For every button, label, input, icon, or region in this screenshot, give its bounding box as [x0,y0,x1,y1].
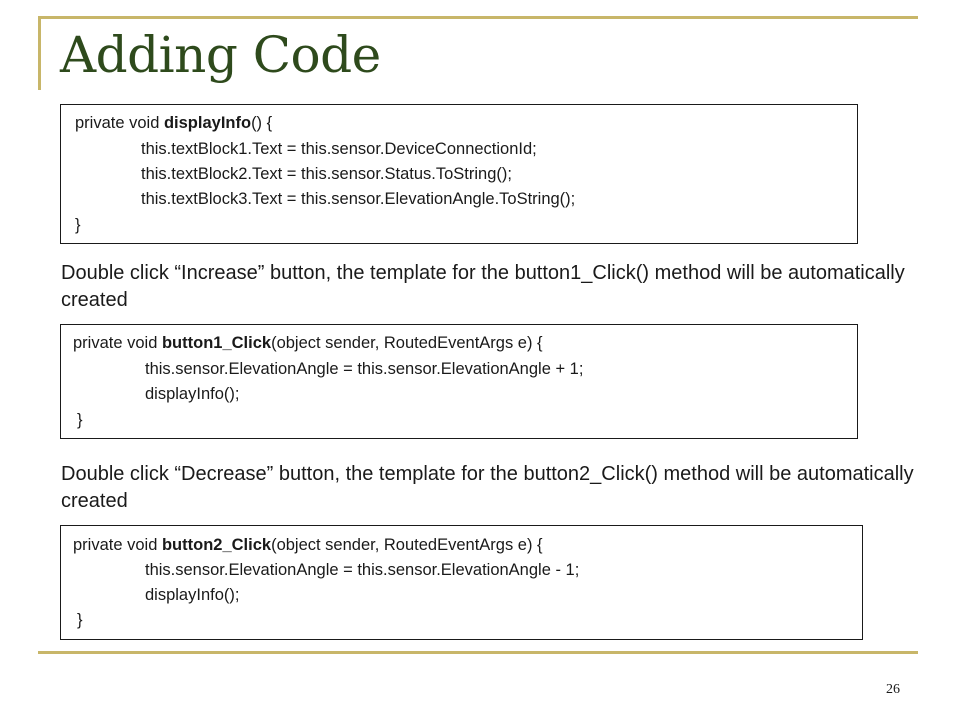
code-line: this.sensor.ElevationAngle = this.sensor.ElevationAngle + 1; [145,360,584,378]
code-line: this.textBlock2.Text = this.sensor.Status.ToString(); [141,165,512,183]
slide-title: Adding Code [60,26,381,84]
bottom-divider-line [38,651,918,654]
code-block-button2-click [60,525,863,640]
top-divider-line [38,16,918,19]
code-line: } [75,216,81,234]
code-line: private void button1_Click(object sender, RoutedEventArgs e) { [73,334,543,352]
code-line: this.textBlock3.Text = this.sensor.ElevationAngle.ToString(); [141,190,576,208]
code-line: this.sensor.ElevationAngle = this.sensor.ElevationAngle - 1; [145,561,580,579]
left-accent-bar [38,16,41,90]
code-line: displayInfo(); [145,586,240,604]
paragraph-increase: Double click “Increase” button, the template for the button1_Click() method will be automatically created [61,262,905,311]
paragraph-decrease: Double click “Decrease” button, the template for the button2_Click() method will be automatically created [61,463,914,512]
code-line: private void displayInfo() { [75,114,273,132]
code-block-display-info [60,104,858,244]
code-line: displayInfo(); [145,385,240,403]
code-block-button1-click [60,324,858,439]
code-line: } [77,611,83,629]
code-line: private void button2_Click(object sender, RoutedEventArgs e) { [73,536,543,554]
page-number: 26 [886,682,900,697]
code-line: this.textBlock1.Text = this.sensor.DeviceConnectionId; [141,140,537,158]
code-line: } [77,411,83,429]
